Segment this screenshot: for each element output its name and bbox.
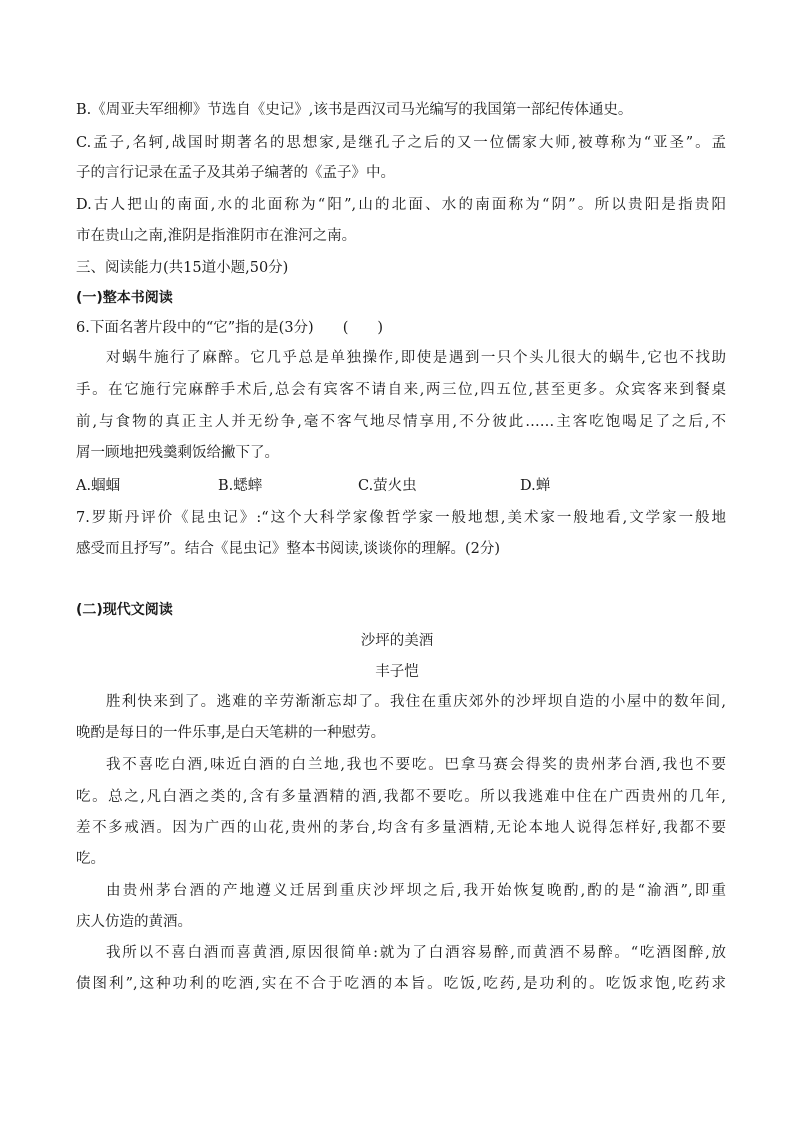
paragraph-4-line-2: 债图利”,这种功利的吃酒,实在不合于吃酒的本旨。吃饭,吃药,是功利的。吃饭求饱,吃药求 — [76, 976, 726, 992]
option-c-line-1: C.孟子,名轲,战国时期著名的思想家,是继孔子之后的又一位儒家大师,被尊称为“亚圣”。孟 — [76, 135, 726, 151]
q6-stem: 6.下面名著片段中的“它”指的是(3分) ( ) — [76, 320, 384, 336]
article-title: 沙坪的美酒 — [360, 633, 434, 649]
paragraph-2-line-3: 差不多戒酒。因为广西的山花,贵州的茅台,均含有多量酒精,无论本地人说得怎样好,我都不要 — [76, 820, 726, 836]
q6-passage-line-2: 手。在它施行完麻醉手术后,总会有宾客不请自来,两三位,四五位,甚至更多。众宾客来到餐桌 — [76, 382, 726, 398]
q7-line-1: 7.罗斯丹评价《昆虫记》:“这个大科学家像哲学家一般地想,美术家一般地看,文学家一般地 — [76, 510, 726, 526]
q6-option-a: A.蝈蝈 — [76, 478, 121, 494]
q6-passage-line-3: 前,与食物的真正主人并无纷争,毫不客气地尽情享用,不分彼此……主客吃饱喝足了之后,不 — [76, 414, 726, 430]
part3-heading: 三、阅读能力(共15道小题,50分) — [76, 260, 289, 276]
q6-passage-line-1: 对蜗牛施行了麻醉。它几乎总是单独操作,即使是遇到一只个头儿很大的蜗牛,它也不找助 — [106, 350, 726, 366]
option-d-line-1: D.古人把山的南面,水的北面称为“阳”,山的北面、水的南面称为“阴”。所以贵阳是指贵阳 — [76, 197, 726, 213]
option-d-line-2: 市在贵山之南,淮阴是指淮阴市在淮河之南。 — [76, 228, 357, 244]
paragraph-1-line-1: 胜利快来到了。逃难的辛劳渐渐忘却了。我住在重庆郊外的沙坪坝自造的小屋中的数年间, — [106, 694, 726, 710]
paragraph-1-line-2: 晚酌是每日的一件乐事,是白天笔耕的一种慰劳。 — [76, 725, 386, 741]
paragraph-3-line-1: 由贵州茅台酒的产地遵义迁居到重庆沙坪坝之后,我开始恢复晚酌,酌的是“渝酒”,即重 — [106, 883, 726, 899]
paragraph-2-line-1: 我不喜吃白酒,味近白酒的白兰地,我也不要吃。巴拿马赛会得奖的贵州茅台酒,我也不要 — [106, 757, 726, 773]
subsection1-heading: (一)整本书阅读 — [76, 290, 173, 306]
subsection2-heading: (二)现代文阅读 — [76, 602, 173, 618]
option-c-line-2: 子的言行记录在孟子及其弟子编著的《孟子》中。 — [76, 165, 395, 181]
article-author: 丰子恺 — [375, 664, 419, 680]
q7-line-2: 感受而且抒写”。结合《昆虫记》整本书阅读,谈谈你的理解。(2分) — [76, 541, 501, 557]
paragraph-3-line-2: 庆人仿造的黄酒。 — [76, 914, 192, 930]
option-b-line: B.《周亚夫军细柳》节选自《史记》,该书是西汉司马光编写的我国第一部纪传体通史。 — [76, 102, 633, 118]
q6-passage-line-4: 屑一顾地把残羹剩饭给撇下了。 — [76, 445, 279, 461]
paragraph-4-line-1: 我所以不喜白酒而喜黄酒,原因很简单:就为了白酒容易醉,而黄酒不易醉。“吃酒图醉,放 — [106, 945, 726, 961]
paragraph-2-line-2: 吃。总之,凡白酒之类的,含有多量酒精的酒,我都不要吃。所以我逃难中住在广西贵州的几年, — [76, 789, 726, 805]
q6-option-d: D.蝉 — [520, 478, 551, 494]
q6-option-b: B.蟋蟀 — [218, 478, 263, 494]
paragraph-2-line-4: 吃。 — [76, 851, 105, 867]
q6-option-c: C.萤火虫 — [358, 478, 417, 494]
